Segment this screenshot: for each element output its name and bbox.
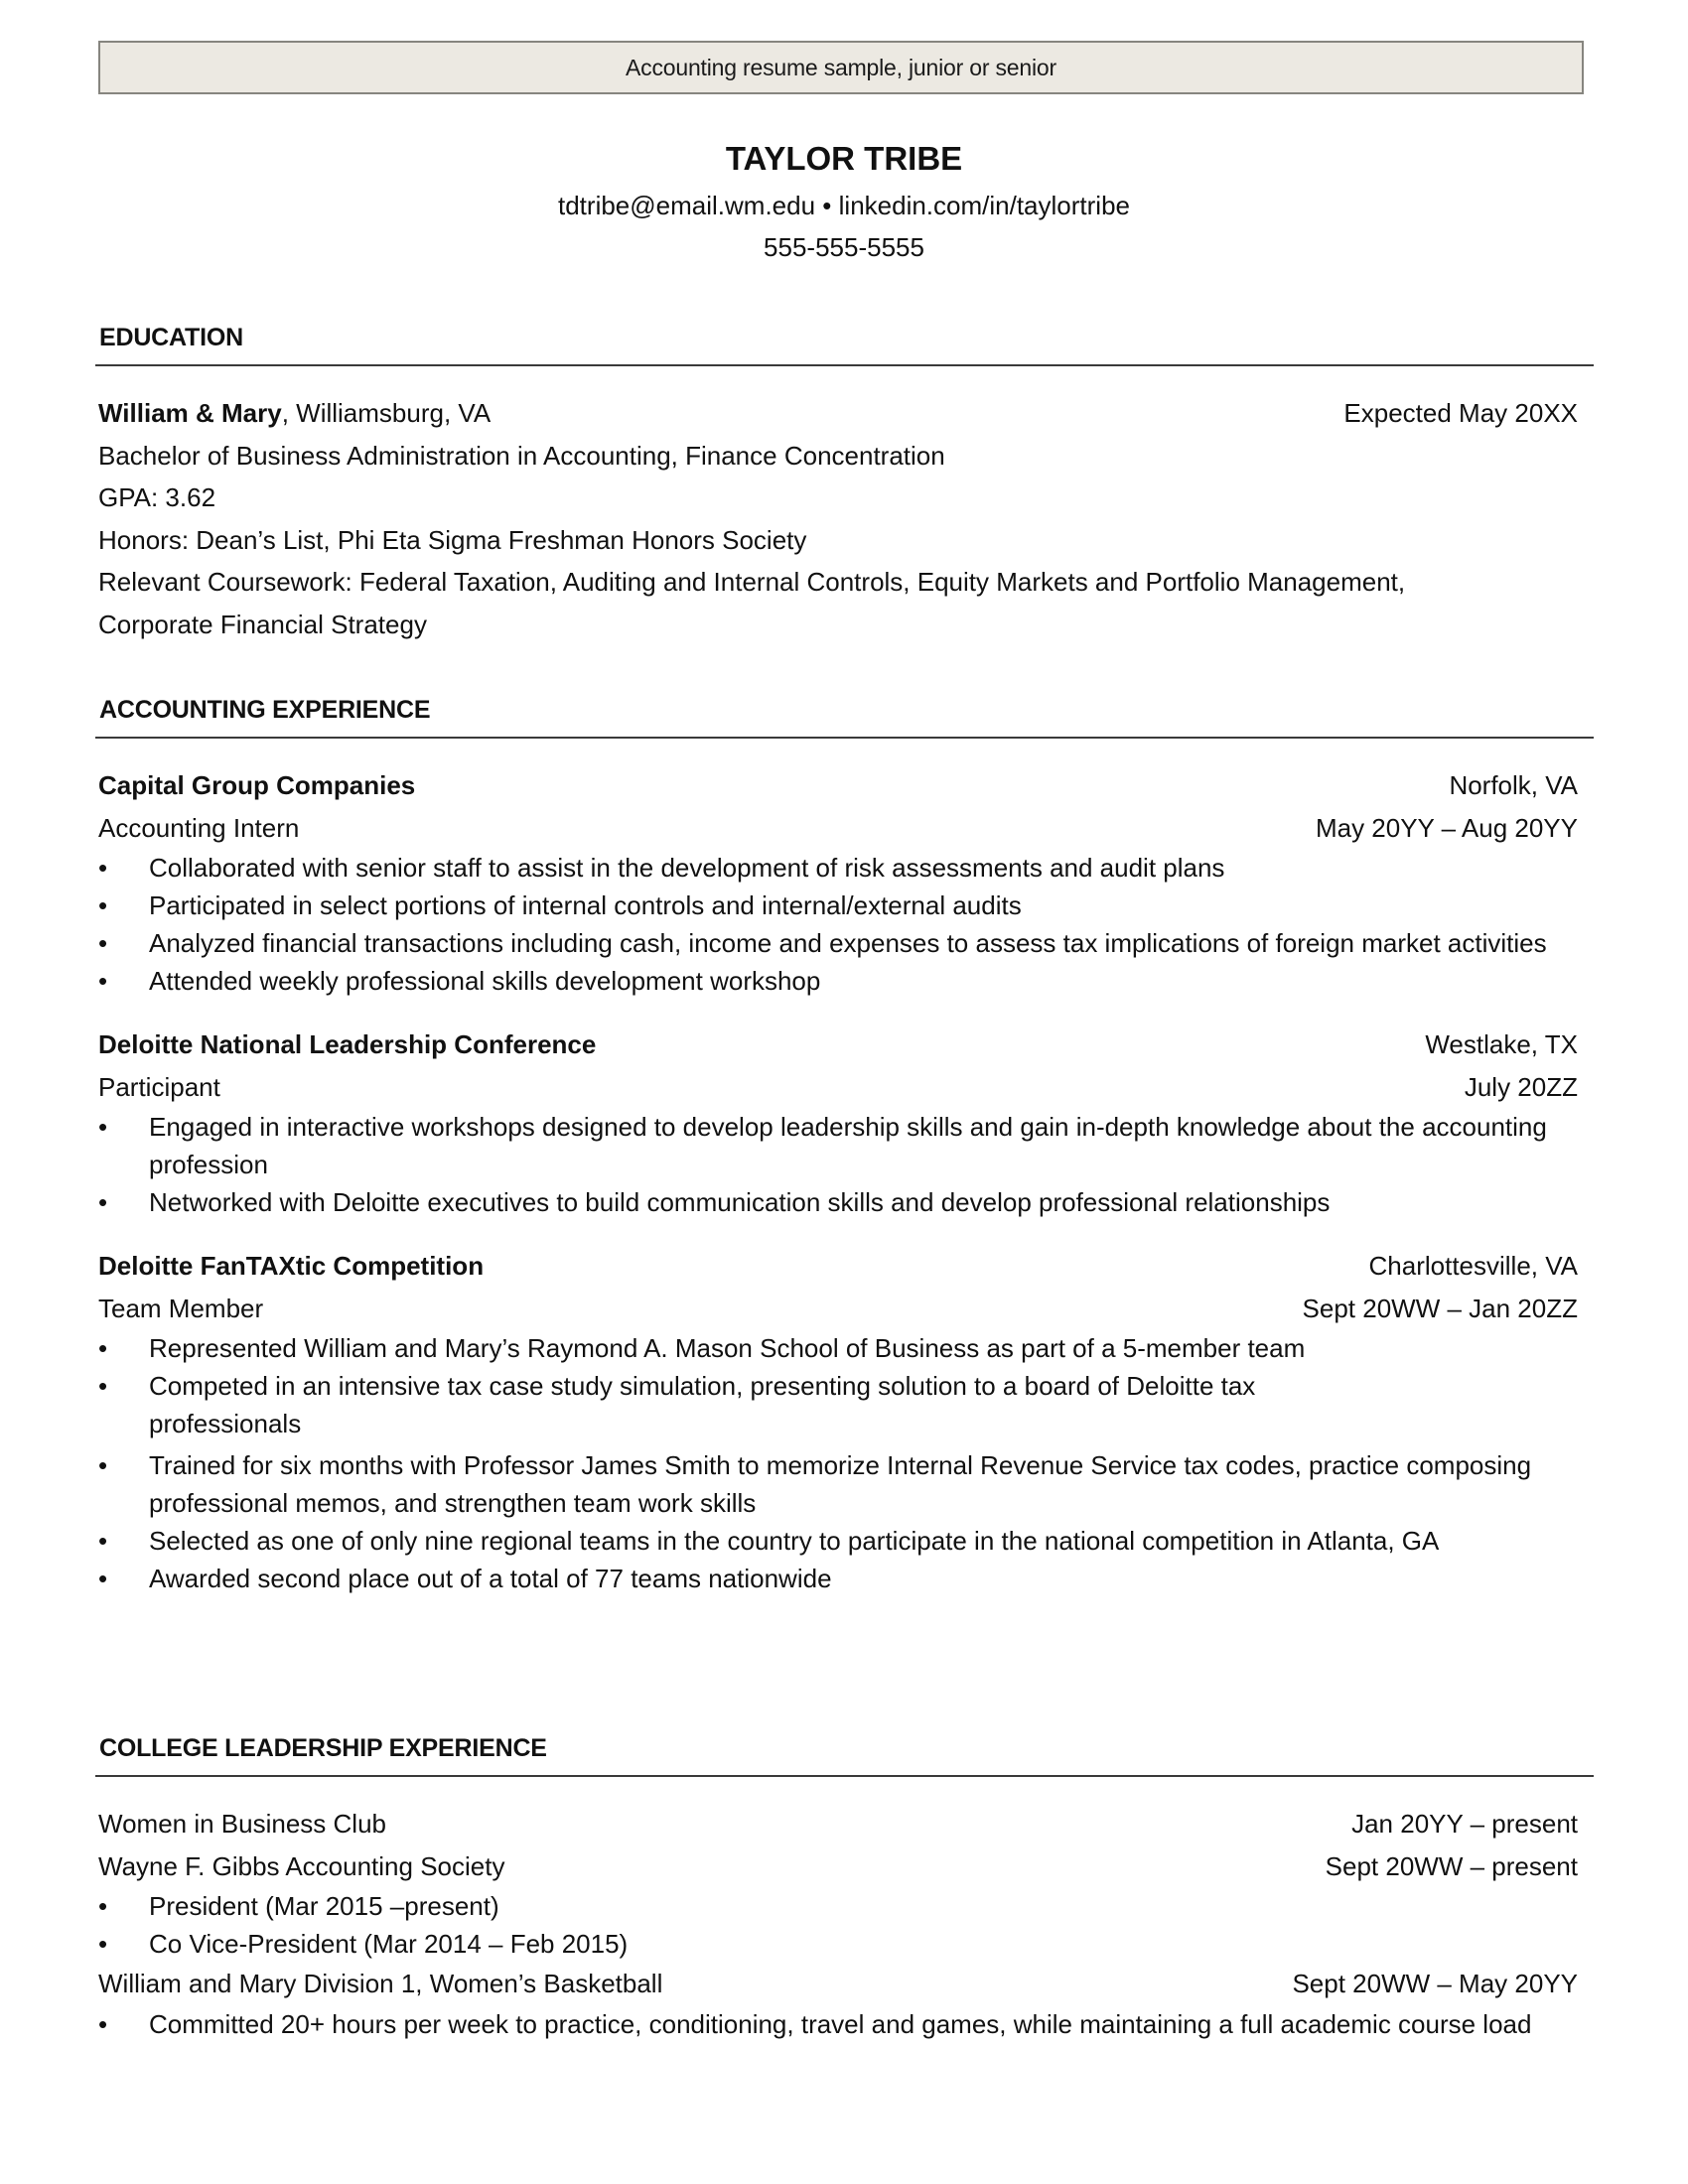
accounting-experience-section [98, 694, 1594, 1597]
linkedin-link[interactable]: linkedin.com/in/taylortribe [838, 191, 1130, 220]
coursework-line-1: Relevant Coursework: Federal Taxation, Auditing and Internal Controls, Equity Markets and Portfolio Management, [98, 567, 1406, 597]
role-dates: May 20YY – Aug 20YY [1315, 812, 1578, 843]
leadership-experience-section [98, 1732, 1594, 2043]
role-title: Team Member [98, 1293, 264, 1323]
education-section [98, 322, 1594, 645]
bullet-item: • Collaborated with senior staff to assist in the development of risk assessments and audit plans [98, 849, 1594, 887]
org-dates: Jan 20YY – present [1351, 1809, 1578, 1839]
school-name: William & Mary [98, 398, 282, 428]
bullet-list [98, 1108, 1594, 1221]
bullet-item: • Attended weekly professional skills development workshop [98, 962, 1594, 1000]
bullet-item: • Competed in an intensive tax case study simulation, presenting solution to a board of Deloitte tax professionals [98, 1367, 1594, 1442]
section-title-leadership-experience: COLLEGE LEADERSHIP EXPERIENCE [99, 1734, 547, 1762]
coursework-line-2: Corporate Financial Strategy [98, 609, 427, 639]
title-banner [98, 41, 1584, 94]
experience-entry [98, 1245, 1594, 1597]
bullet-item: • Networked with Deloitte executives to build communication skills and develop professional relationships [98, 1183, 1594, 1221]
bullet-list [98, 2005, 1594, 2043]
bullet-list [98, 1887, 1594, 1963]
role-dates: Sept 20WW – Jan 20ZZ [1302, 1293, 1578, 1323]
experience-entry [98, 1024, 1594, 1221]
role-dates: July 20ZZ [1464, 1071, 1578, 1102]
contact-line [0, 185, 1688, 226]
leadership-entry [98, 1963, 1594, 2005]
section-title-education: EDUCATION [99, 324, 243, 351]
role-title: Accounting Intern [98, 812, 300, 843]
bullet-list [98, 1329, 1594, 1597]
experience-entry [98, 764, 1594, 1000]
bullet-item: • Selected as one of only nine regional teams in the country to participate in the national competition in Atlanta, GA [98, 1522, 1594, 1560]
org-name: Capital Group Companies [98, 770, 416, 800]
bullet-item: • President (Mar 2015 –present) [98, 1887, 1594, 1925]
bullet-item: • Committed 20+ hours per week to practice, conditioning, travel and games, while maintaining a full academic course load [98, 2005, 1594, 2043]
org-name: Deloitte National Leadership Conference [98, 1029, 597, 1059]
separator-bullet: • [822, 191, 832, 220]
education-school-row [98, 392, 1594, 435]
graduation-date: Expected May 20XX [1343, 398, 1578, 428]
candidate-name: TAYLOR TRIBE [725, 140, 963, 177]
bullet-list [98, 849, 1594, 1000]
degree: Bachelor of Business Administration in Accounting, Finance Concentration [98, 440, 945, 471]
org-name: Deloitte FanTAXtic Competition [98, 1251, 485, 1281]
bullet-item: • Awarded second place out of a total of 77 teams nationwide [98, 1560, 1594, 1597]
bullet-item: • Participated in select portions of internal controls and internal/external audits [98, 887, 1594, 924]
bullet-item: • Trained for six months with Professor James Smith to memorize Internal Revenue Service tax codes, practice composing professional memos, and strengthen team work skills [98, 1446, 1594, 1522]
honors: Honors: Dean’s List, Phi Eta Sigma Freshman Honors Society [98, 524, 807, 555]
email-link[interactable]: tdtribe@email.wm.edu [558, 191, 816, 220]
phone-number: 555-555-5555 [764, 232, 924, 262]
org-dates: Sept 20WW – May 20YY [1292, 1969, 1578, 1998]
banner-text: Accounting resume sample, junior or senior [626, 54, 1056, 80]
leadership-entry [98, 1845, 1594, 1888]
org-name: Wayne F. Gibbs Accounting Society [98, 1850, 505, 1881]
bullet-item: • Co Vice-President (Mar 2014 – Feb 2015) [98, 1925, 1594, 1963]
leadership-entry [98, 1803, 1594, 1845]
org-location: Norfolk, VA [1449, 770, 1578, 800]
school-location: , Williamsburg, VA [281, 398, 492, 428]
org-name: William and Mary Division 1, Women’s Basketball [98, 1969, 663, 1998]
org-name: Women in Business Club [98, 1809, 386, 1839]
org-location: Charlottesville, VA [1368, 1251, 1578, 1281]
bullet-item: • Engaged in interactive workshops designed to develop leadership skills and gain in-depth knowledge about the accounting profession [98, 1108, 1594, 1183]
bullet-item: • Analyzed financial transactions including cash, income and expenses to assess tax implications of foreign market activities [98, 924, 1594, 962]
resume-header [0, 137, 1688, 268]
section-title-accounting-experience: ACCOUNTING EXPERIENCE [99, 696, 431, 724]
org-dates: Sept 20WW – present [1325, 1850, 1578, 1881]
role-title: Participant [98, 1071, 220, 1102]
org-location: Westlake, TX [1425, 1029, 1578, 1059]
bullet-item: • Represented William and Mary’s Raymond A. Mason School of Business as part of a 5-member team [98, 1329, 1594, 1367]
gpa: GPA: 3.62 [98, 482, 216, 512]
